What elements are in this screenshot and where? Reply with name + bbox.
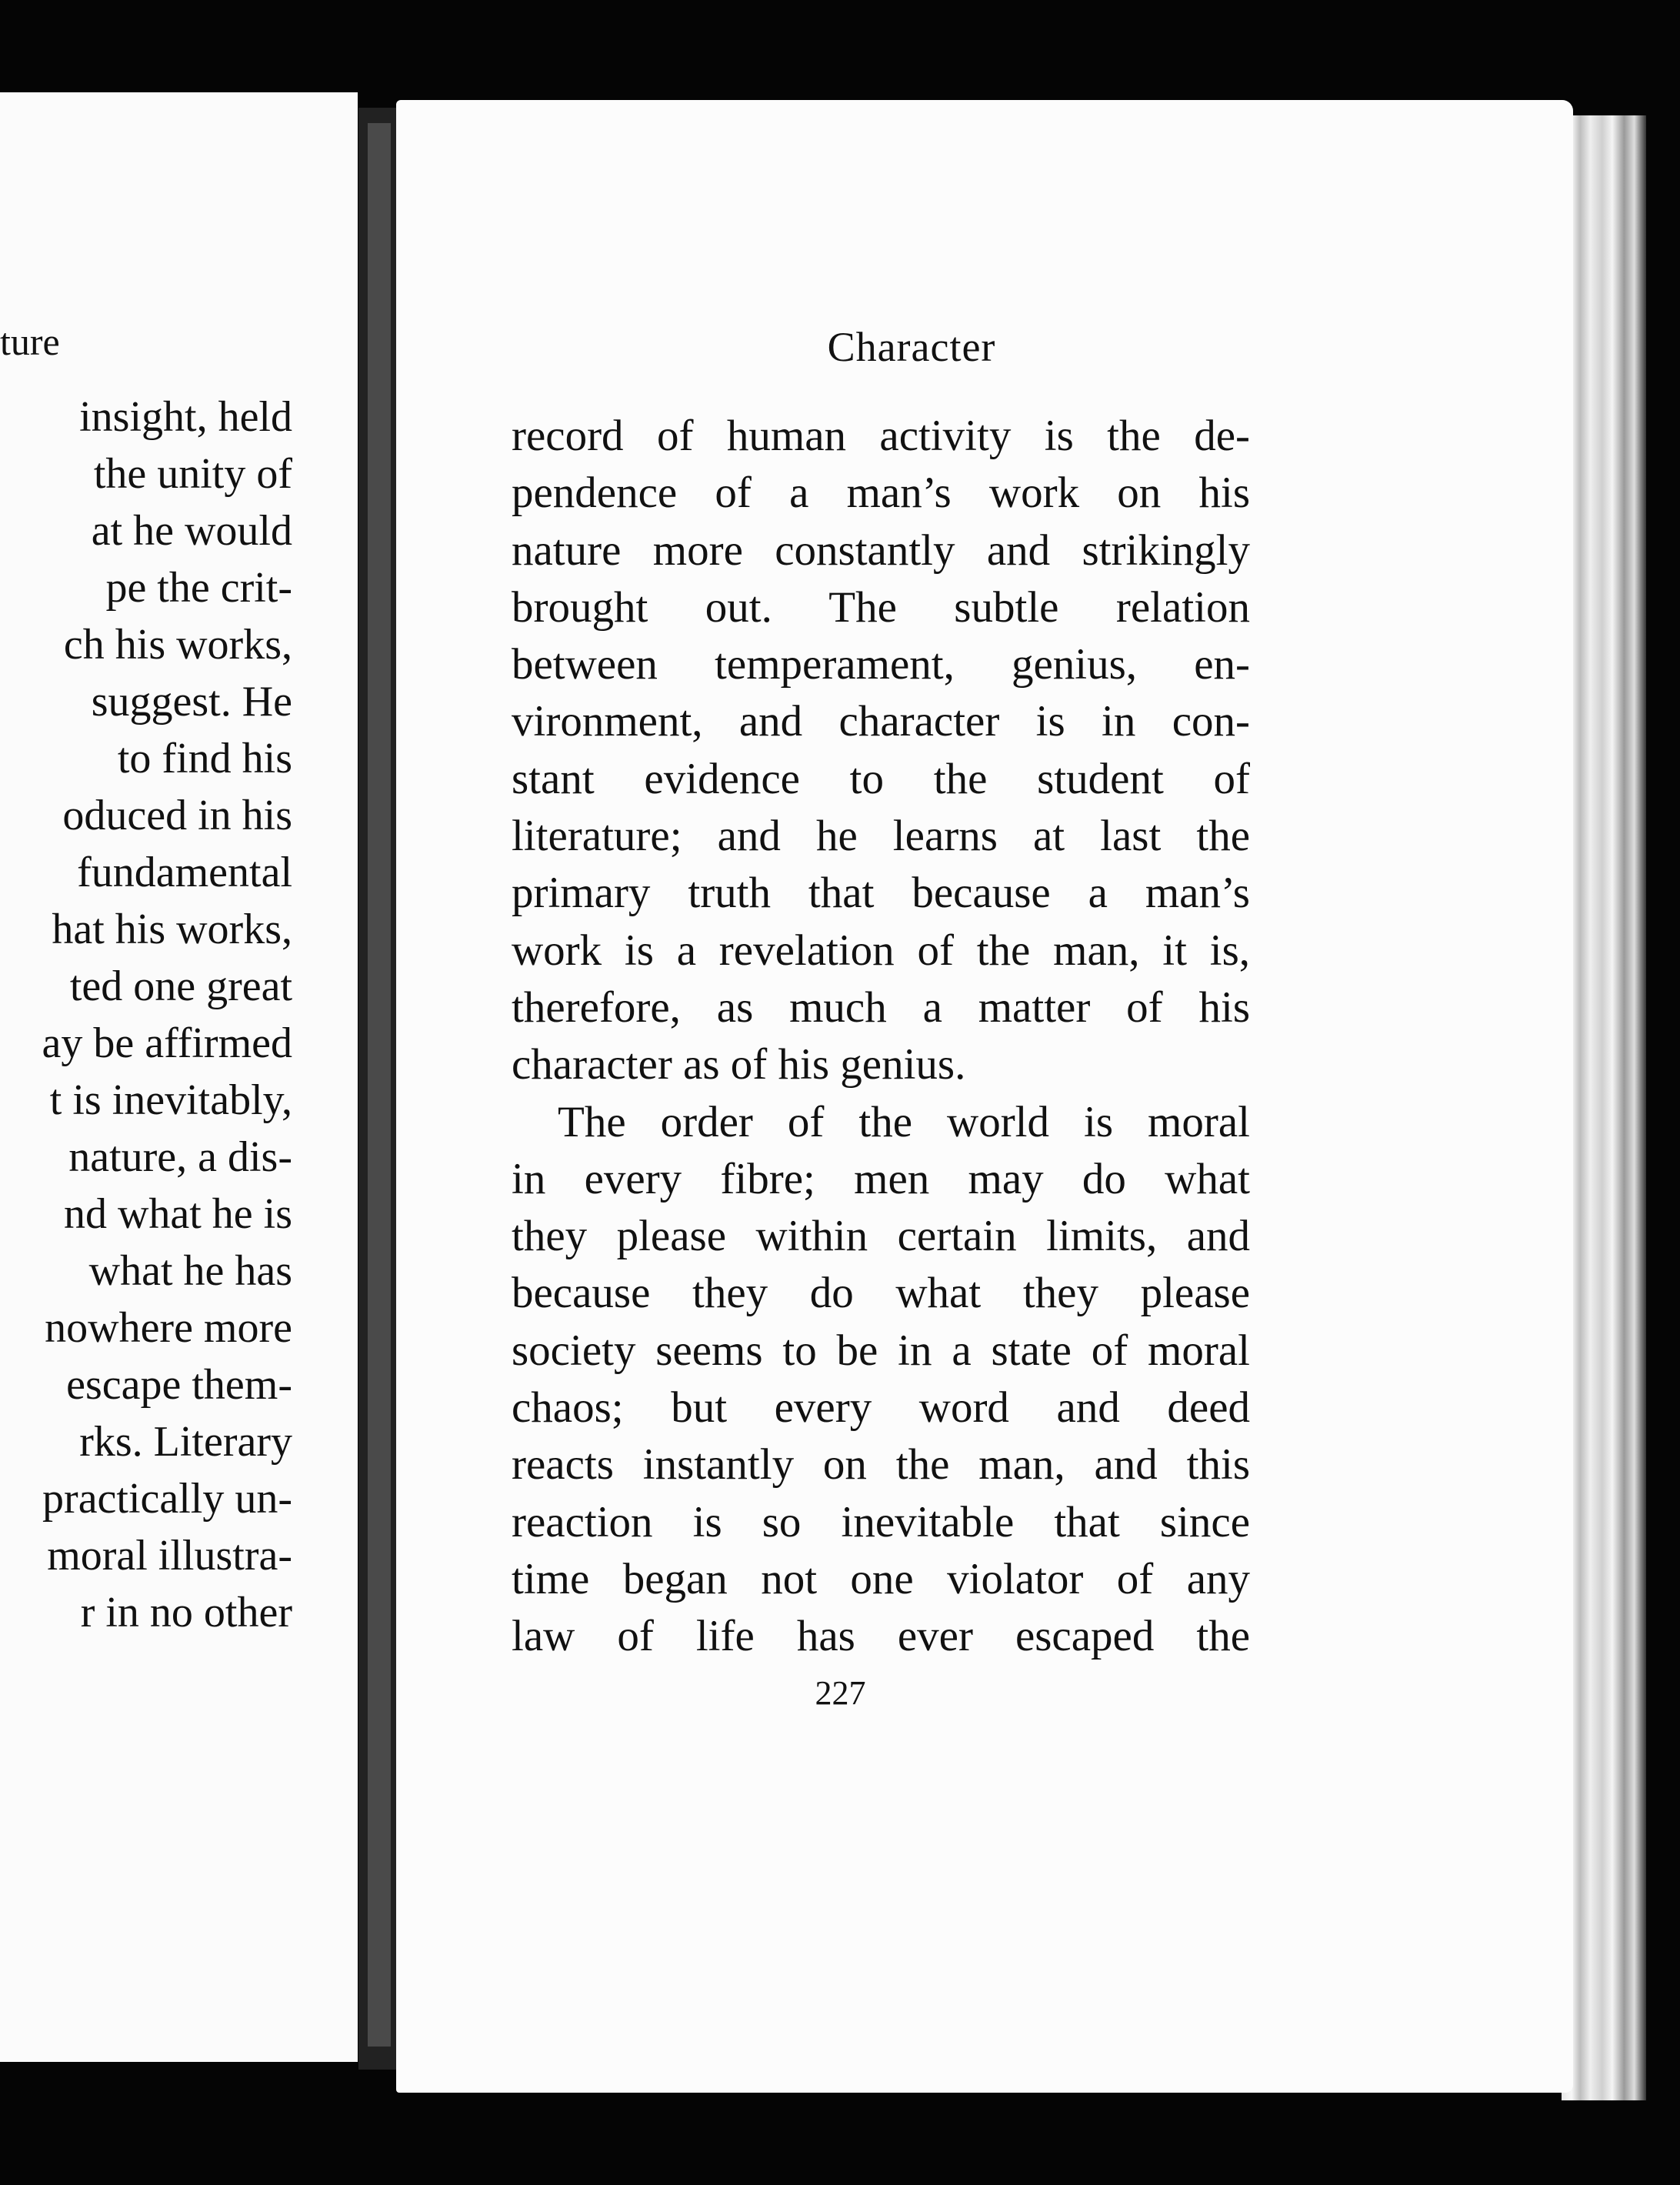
right-text-line: between temperament, genius, en- [512,640,1250,689]
right-text-line: reacts instantly on the man, and this [512,1440,1250,1489]
left-text-line: suggest. He [91,678,292,726]
right-text-line: therefore, as much a matter of his [512,982,1250,1032]
paragraph-start-line: The order of the world is moral [558,1097,1250,1146]
right-text-line: time began not one violator of any [512,1554,1250,1603]
left-running-head: ture [0,320,60,363]
left-text-line: moral illustra- [47,1532,292,1580]
left-text-line: practically un- [42,1475,292,1523]
page-number: 227 [815,1674,866,1712]
left-text-line: nowhere more [45,1304,292,1352]
right-text-line: nature more constantly and strikingly [512,525,1250,575]
page-edges [1562,115,1646,2100]
left-text-line: at he would [91,507,292,555]
left-text-line: ted one great [69,962,292,1010]
right-text-line: brought out. The subtle relation [512,582,1250,632]
right-text-line: literature; and he learns at last the [512,812,1250,861]
left-text-line: what he has [88,1247,292,1295]
right-text-line: because they do what they please [512,1269,1250,1318]
left-text-line: r in no other [80,1589,292,1636]
right-text-line: in every fibre; men may do what [512,1154,1250,1203]
left-text-line: rks. Literary [79,1418,292,1466]
left-page-text [0,389,292,1641]
right-text-line: reaction is so inevitable that since [512,1497,1250,1546]
left-text-line: nd what he is [63,1190,292,1238]
left-text-line: ay be affirmed [42,1019,292,1067]
right-text-line: character as of his genius. [512,1040,966,1089]
left-text-line: to find his [117,735,292,782]
left-text-line: fundamental [77,849,292,896]
right-page-text [512,408,1250,1666]
left-page [0,92,358,2062]
right-text-line: stant evidence to the student of [512,754,1250,803]
left-text-line: the unity of [93,450,292,498]
left-text-line: pe the crit- [105,564,292,612]
gutter-shadow [368,123,391,2047]
right-text-line: work is a revelation of the man, it is, [512,926,1250,975]
right-text-line: they please within certain limits, and [512,1212,1250,1261]
right-text-line: society seems to be in a state of moral [512,1326,1250,1375]
right-text-line: pendence of a man’s work on his [512,469,1250,518]
right-text-line: primary truth that because a man’s [512,869,1250,918]
right-text-line: law of life has ever escaped the [512,1612,1250,1661]
left-text-line: insight, held [79,393,292,441]
left-text-line: oduced in his [62,792,292,839]
left-text-line: hat his works, [52,906,292,953]
left-text-line: nature, a dis- [68,1133,292,1181]
left-text-line: ch his works, [63,621,292,669]
right-running-head: Character [827,324,996,370]
left-text-line: escape them- [66,1361,292,1409]
right-text-line: vironment, and character is in con- [512,697,1250,746]
right-page [396,100,1573,2093]
right-text-line: chaos; but every word and deed [512,1383,1250,1433]
left-text-line: t is inevitably, [49,1076,292,1124]
right-text-line: record of human activity is the de- [512,412,1250,460]
